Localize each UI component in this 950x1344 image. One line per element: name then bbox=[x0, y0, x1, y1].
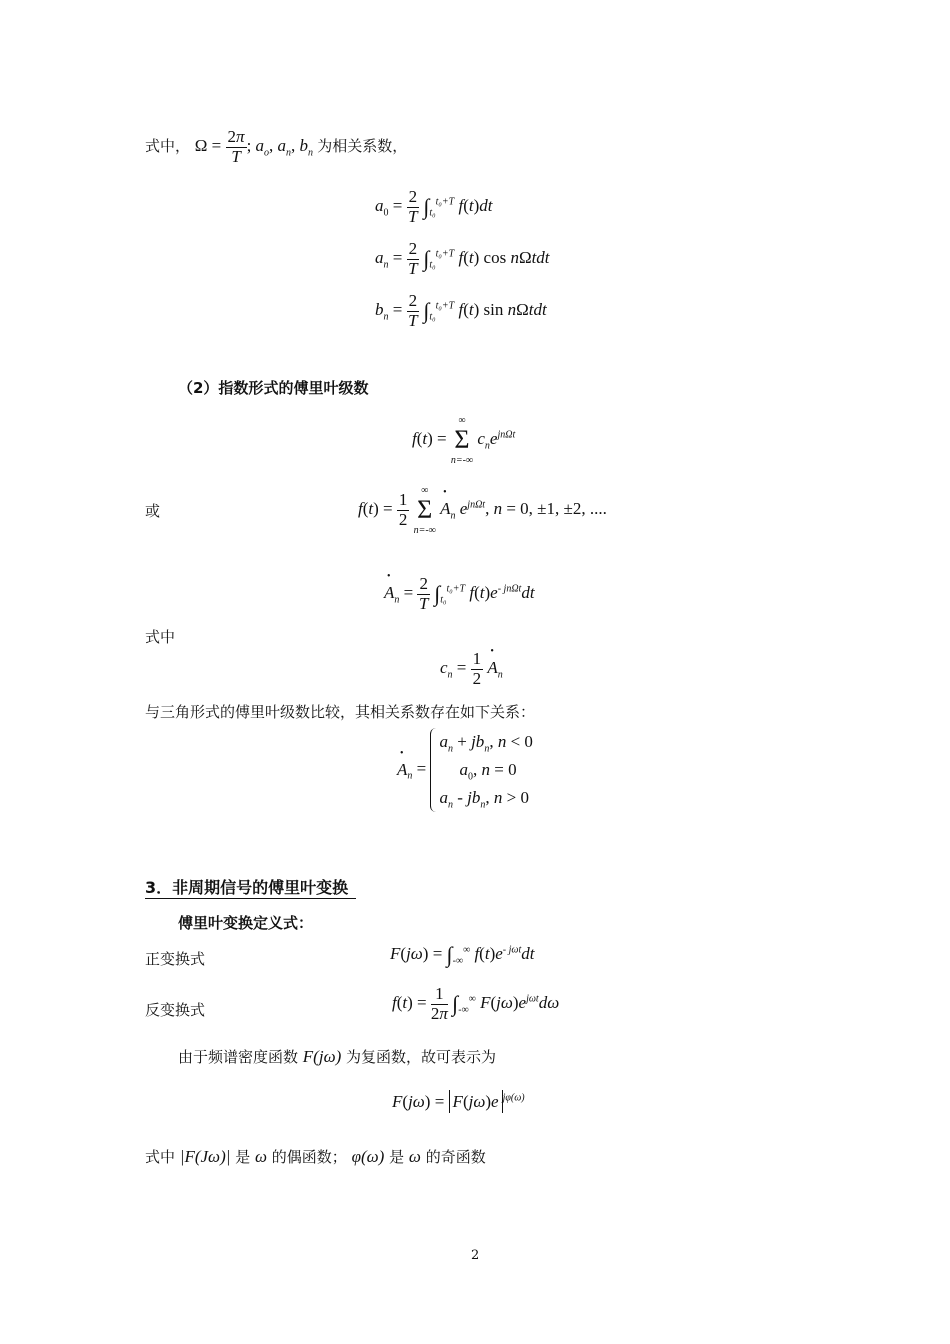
a0-formula: $a_0$ = $\frac{2}{T}$ $\int_{t_0}^{t_0+T}$ f(t)dt bbox=[375, 187, 493, 226]
intro-line bbox=[145, 128, 407, 166]
spectrum-suffix: 为复函数，故可表示为 bbox=[346, 1048, 497, 1066]
where-label: 式中 bbox=[145, 628, 176, 646]
an-formula: $a_n$ = $\frac{2}{T}$ $\int_{t_0}^{t_0+T}$ f(t) cos nΩtdt bbox=[375, 239, 550, 278]
inverse-label: 反变换式 bbox=[145, 1001, 206, 1019]
forward-label: 正变换式 bbox=[145, 950, 206, 968]
exp-formula-1: f(t) = ∞ Σ n=-∞ $c_ne^{jn\Omega t}$ bbox=[412, 415, 516, 466]
or-label: 或 bbox=[145, 502, 161, 520]
spectrum-text bbox=[178, 1046, 496, 1067]
piecewise-formula: • $A_n$ = $a_n + jb_n$, n < 0 $a_0$, n = 0 $a_n - jb_n$, n > 0 bbox=[397, 728, 533, 812]
omega-1: ω bbox=[254, 1147, 267, 1166]
intro-formula: Ω = $\frac{2\pi}{T}$ ; $a_o$, $a_n$, $b_n$ bbox=[194, 127, 314, 166]
complex-form: F(jω) = F(jω)e $^{j\varphi(\omega)}$ bbox=[392, 1092, 525, 1111]
exp-formula-2: f(t) = $\frac{1}{2}$ ∞ Σ n=-∞ • $A_n$ $e^{jn\Omega t}$, n = 0, ±1, ±2, .... bbox=[358, 485, 607, 536]
ft-def-heading: 傅里叶变换定义式： bbox=[178, 914, 314, 932]
omega-2: ω bbox=[408, 1147, 421, 1166]
intro-prefix: 式中， bbox=[145, 137, 191, 156]
phi-omega: φ(ω) bbox=[351, 1147, 385, 1166]
An-formula: • $A_n$ = $\frac{2}{T}$ $\int_{t_0}^{t_0+T}$ $f(t)e^{- jn\Omega t}dt$ bbox=[384, 575, 535, 613]
page-number: 2 bbox=[471, 1248, 480, 1263]
section-exp-heading: （2）指数形式的傅里叶级数 bbox=[178, 379, 369, 397]
last-end: 的奇函数 bbox=[425, 1148, 486, 1166]
forward-formula: $F(j\omega) = \int_{-\infty}^\infty$ $f(t)e^{- j\omega t}dt$ bbox=[390, 942, 535, 967]
intro-suffix: 为相关系数， bbox=[317, 137, 408, 156]
last-mid1: 是 bbox=[235, 1148, 251, 1166]
spectrum-symbol: F(jω) bbox=[302, 1047, 342, 1066]
last-prefix: 式中 bbox=[145, 1148, 176, 1166]
last-mid2: 的偶函数； bbox=[271, 1148, 347, 1166]
last-line bbox=[145, 1146, 486, 1167]
inverse-formula: f(t) = $\frac{1}{2\pi}$ $\int_{-\infty}^\infty$ $F(j\omega)e^{j\omega t}d\omega$ bbox=[392, 984, 560, 1023]
bn-formula: $b_n$ = $\frac{2}{T}$ $\int_{t_0}^{t_0+T}$ f(t) sin nΩtdt bbox=[375, 291, 547, 330]
piecewise-brace: $a_n + jb_n$, n < 0 $a_0$, n = 0 $a_n - jb_n$, n > 0 bbox=[430, 728, 532, 812]
compare-text: 与三角形式的傅里叶级数比较，其相关系数存在如下关系： bbox=[145, 703, 536, 721]
abs-F: |F(Jω)| bbox=[179, 1147, 231, 1166]
last-mid3: 是 bbox=[389, 1148, 405, 1166]
section3-heading: 3．非周期信号的傅里叶变换 bbox=[145, 875, 356, 899]
cn-formula: $c_n$ = $\frac{1}{2}$ • $A_n$ bbox=[440, 650, 503, 688]
spectrum-prefix: 由于频谱密度函数 bbox=[178, 1048, 299, 1066]
